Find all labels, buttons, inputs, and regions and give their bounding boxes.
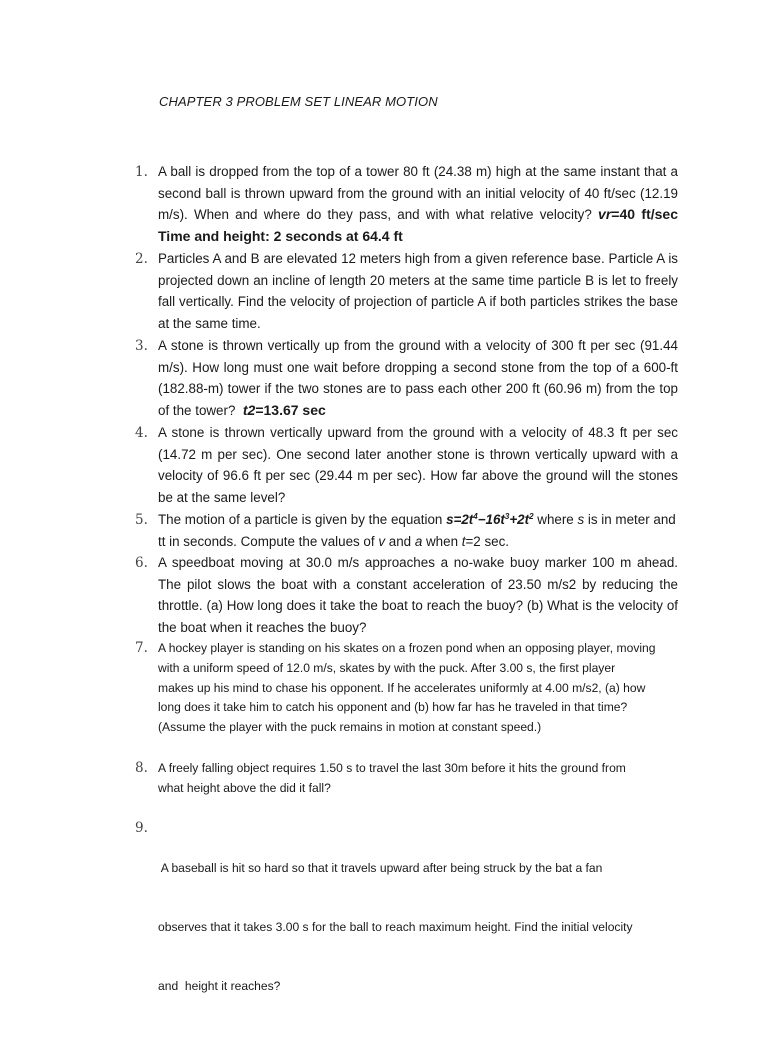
problem-number: 3. [135, 338, 148, 354]
problem-number: 1. [135, 164, 148, 180]
problem-number: 2. [135, 251, 148, 267]
variable-t: t [461, 533, 466, 549]
equation-part: s [446, 512, 454, 527]
problem-text [158, 509, 678, 552]
variable-a: a [414, 533, 423, 549]
answer-value: =13.67 sec [255, 402, 326, 419]
answer-variable: vr [598, 206, 612, 223]
problem-text-part: and [385, 533, 415, 549]
equation-exponent: 2 [529, 512, 534, 521]
problem-text [158, 639, 678, 738]
problem-text [158, 161, 678, 248]
text-line: A hockey player is standing on his skates on a frozen pond when an opposing player, moving [158, 641, 656, 655]
text-line: long does it take him to catch his opponent and (b) how far has he traveled in that time? [158, 700, 628, 715]
problem-text [158, 819, 678, 1037]
equation-part: −16t [477, 512, 505, 527]
text-line: with a uniform speed of 12.0 m/s, skates by with the puck. After 3.00 s, the first player [158, 660, 616, 675]
problem-text-part: where [533, 512, 578, 527]
equation-part: =2t [453, 512, 474, 527]
equation-exponent: 3 [504, 512, 510, 521]
text-line: A baseball is hit so hard so that it travels upward after being struck by the bat a fan [158, 860, 603, 875]
text-line: observes that it takes 3.00 s for the ball to reach maximum height. Find the initial velocity [158, 919, 633, 934]
problem-number: 7. [135, 640, 148, 656]
problem-text-part: =2 sec. [465, 533, 510, 549]
variable-v: v [378, 533, 386, 549]
problem-statement: A ball is dropped from the top of a tower 80 ft (24.38 m) high at the same instant that a second ball is thrown upward from the ground with an initial velocity of 40 ft/sec (12.19 m/s). When and where do they pass, and with what relative velocity? [158, 164, 678, 223]
answer-variable: t2 [242, 402, 256, 419]
answer-value: =40 ft/sec Time and height: 2 seconds at 64.4 ft [158, 206, 678, 245]
problem-text-part: when [422, 533, 462, 549]
problem-number: 9. [135, 820, 148, 836]
text-line: and height it reaches? [158, 979, 281, 994]
text-line: (Assume the player with the puck remains in motion at constant speed.) [158, 720, 542, 735]
problem-number: 8. [135, 760, 148, 776]
equation-part: +2t [509, 512, 530, 527]
text-line: A freely falling object requires 1.50 s to travel the last 30m before it hits the ground from [158, 761, 626, 775]
equation [446, 512, 533, 527]
problem-number: 6. [135, 555, 148, 571]
problem-text [158, 759, 678, 799]
problem-text-part: The motion of a particle is given by the equation [158, 512, 447, 527]
variable-s: s [577, 512, 585, 527]
problem-text [158, 335, 678, 422]
text-line: makes up his mind to chase his opponent. If he accelerates uniformly at 4.00 m/s2, (a) how [158, 680, 646, 695]
problem-number: 5. [135, 512, 148, 528]
document-title: CHAPTER 3 PROBLEM SET LINEAR MOTION [159, 94, 438, 109]
problem-text-part: is in meter and tt in seconds. Compute the values of [158, 512, 676, 549]
problem-statement: A stone is thrown vertically upward from the ground with a velocity of 48.3 ft per sec (14.72 m per sec). One second later another stone is thrown vertically upward with a velocity of 96.6 ft per sec (29.44 m per sec). How far above the ground will the stones be at the same level? [158, 425, 678, 506]
problem-statement: A stone is thrown vertically up from the ground with a velocity of 300 ft per sec (91.44 m/s). How long must one wait before dropping a second stone from the top of a 600-ft (182.88-m) tower if the two stones are to pass each other 200 ft (60.96 m) from the top of the tower? [158, 338, 678, 419]
text-line: what height above the did it fall? [158, 780, 331, 795]
equation-exponent: 4 [473, 512, 478, 521]
problem-number: 4. [135, 425, 148, 441]
problem-statement: Particles A and B are elevated 12 meters high from a given reference base. Particle A is projected down an incline of length 20 meters at the same time particle B is let to freely fall vertically. Find the velocity of projection of particle A if both particles strikes the base at the same time. [158, 251, 678, 332]
problem-statement: A speedboat moving at 30.0 m/s approaches a no-wake buoy marker 100 m ahead. The pilot slows the boat with a constant acceleration of 23.50 m/s2 by reducing the throttle. (a) How long does it take the boat to reach the buoy? (b) What is the velocity of the boat when it reaches the buoy? [158, 555, 678, 636]
problem-answer [243, 402, 326, 418]
